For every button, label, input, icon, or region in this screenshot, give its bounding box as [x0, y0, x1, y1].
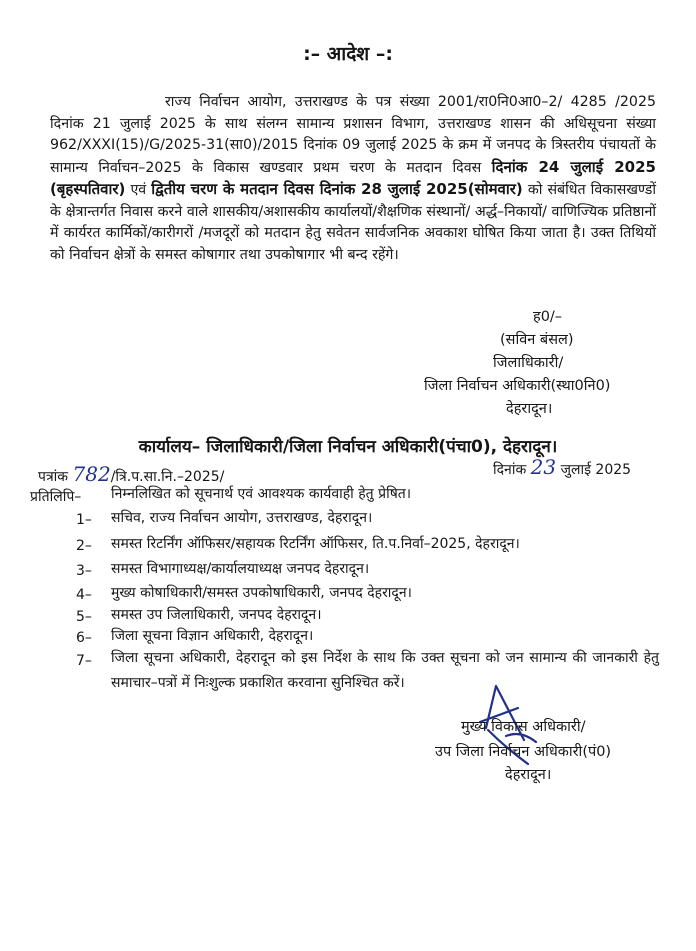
- letter-suffix: /त्रि.प.सा.नि.–2025/: [110, 469, 225, 485]
- letter-label: पत्रांक: [38, 469, 69, 485]
- office-header: कार्यालय– जिलाधिकारी/जिला निर्वाचन अधिकारी(पंचा0), देहरादून।: [138, 437, 558, 457]
- recipient-text: मुख्य कोषाधिकारी/समस्त उपकोषाधिकारी, जनपद देहरादून।: [111, 585, 412, 601]
- paragraph-bold-date-1: दिनांक 24 जुलाई 2025 (बृहस्पतिवार): [50, 157, 656, 198]
- order-paragraph: [50, 92, 656, 266]
- cdo-place: देहरादून।: [505, 767, 552, 783]
- signature-place: देहरादून।: [506, 401, 553, 417]
- copy-intro: निम्नलिखित को सूचनार्थ एवं आवश्यक कार्यवाही हेतु प्रेषित।: [111, 486, 412, 502]
- signature-designation-2: जिला निर्वाचन अधिकारी(स्था0नि0): [424, 378, 611, 394]
- recipient-text: समस्त विभागाध्यक्ष/कार्यालयाध्यक्ष जनपद देहरादून।: [111, 561, 370, 577]
- signature-designation-1: जिलाधिकारी/: [493, 355, 564, 371]
- signature-sd: ह0/–: [533, 309, 563, 325]
- recipient-number: 2–: [76, 538, 92, 554]
- paragraph-text-2: एवं: [130, 182, 147, 198]
- recipient-text: जिला सूचना विज्ञान अधिकारी, देहरादून।: [111, 628, 314, 644]
- copy-label: प्रतिलिपि–: [30, 489, 82, 505]
- recipient-number: 4–: [76, 587, 92, 603]
- recipient-number: 6–: [76, 630, 92, 646]
- cdo-designation-2: उप जिला निर्वाचन अधिकारी(पं0): [435, 744, 612, 760]
- date-label: दिनांक: [493, 462, 527, 478]
- recipient-number: 5–: [76, 609, 92, 625]
- recipient-number: 1–: [76, 512, 92, 528]
- paragraph-text-3: को संबंधित विकासखण्डों के क्षेत्रान्तर्गत निवास करने वाले शासकीय/अशासकीय कार्यालयों/शैक्षणिक संस्थानों/ अर्द्ध–निकायों/ वाणिज्यिक प्रतिष्ठानों में कार्यरत कार्मिकों/कारीगरों /मजदूरों को मतदान हेतु सवेतन सार्वजनिक अवकाश घोषित किया जाता है। उक्त तिथियों को निर्वाचन क्षेत्रों के समस्त कोषागार तथा उपकोषागार भी बन्द रहेंगे।: [50, 182, 656, 263]
- recipient-number: 7–: [76, 653, 92, 669]
- recipient-text: जिला सूचना अधिकारी, देहरादून को इस निर्देश के साथ कि उक्त सूचना को जन सामान्य की जानकारी हेतु समाचार–पत्रों में निःशुल्क प्रकाशित करवाना सुनिश्चित करें।: [111, 650, 659, 691]
- recipient-text: समस्त उप जिलाधिकारी, जनपद देहरादून।: [111, 607, 322, 623]
- recipient-text: समस्त रिटर्निंग ऑफिसर/सहायक रिटर्निंग ऑफिसर, ति.प.निर्वा–2025, देहरादून।: [111, 536, 520, 552]
- handwritten-date-day: 23: [530, 455, 557, 479]
- recipient-text: सचिव, राज्य निर्वाचन आयोग, उत्तराखण्ड, देहरादून।: [111, 510, 373, 526]
- handwritten-letter-number: 782: [72, 462, 111, 486]
- date-rest: जुलाई 2025: [560, 462, 632, 478]
- paragraph-text-1: राज्य निर्वाचन आयोग, उत्तराखण्ड के पत्र संख्या 2001/रा0नि0आ0–2/ 4285 /2025 दिनांक 21 जुलाई 2025 के साथ संलग्न सामान्य प्रशासन विभाग, उत्तराखण्ड शासन की अधिसूचना संख्या 962/XXXI(15)/G/2025-31(सा0)/2015 दिनांक 09 जुलाई 2025 के क्रम में जनपद के त्रिस्तरीय पंचायतों के सामान्य निर्वाचन–2025 के विकास खण्डवार प्रथम चरण के मतदान दिवस: [50, 94, 656, 176]
- letter-number: [38, 462, 224, 486]
- recipient-number: 3–: [76, 563, 92, 579]
- paragraph-bold-date-2: द्वितीय चरण के मतदान दिवस दिनांक 28 जुलाई 2025(सोमवार): [151, 180, 523, 198]
- letter-date: [493, 455, 631, 479]
- order-title: :– आदेश –:: [303, 43, 393, 65]
- signature-name: (सविन बंसल): [500, 332, 574, 348]
- cdo-designation-1: मुख्य विकास अधिकारी/: [461, 719, 586, 735]
